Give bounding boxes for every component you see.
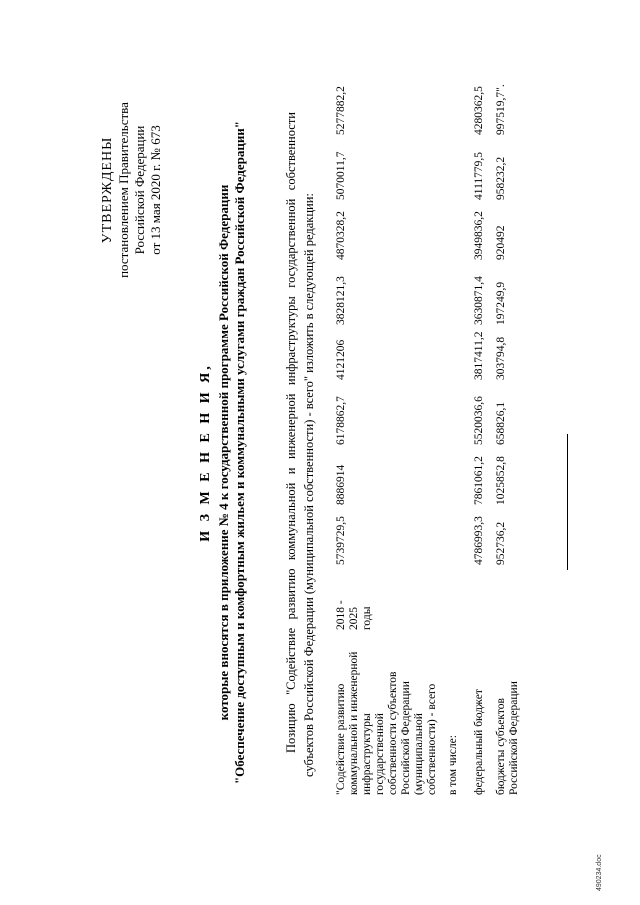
row-label: в том числе: — [447, 735, 459, 795]
cell-value: 4111779,5 — [473, 151, 485, 200]
cell-value: 4786993,3 — [473, 516, 485, 565]
cell-value: 1025852,8 — [495, 456, 507, 505]
document-title: И З М Е Н Е Н И Я, — [198, 363, 213, 542]
cell-value: 3817411,2 — [473, 331, 485, 380]
row-label: "Содействие развитию коммунальной и инженерной инфраструктуры государственной собственности субъектов Российской Федерации (муниципальной собственности) - всего — [335, 651, 438, 795]
approval-line2: Российской Федерации — [132, 125, 147, 255]
footer-code: 490234.doc — [596, 854, 603, 891]
cell-value: 3949836,2 — [473, 211, 485, 260]
cell-value: 920492 — [495, 225, 507, 260]
cell-value: 5070011,7 — [335, 151, 347, 200]
cell-value: 997519,7". — [495, 84, 507, 135]
closing-rule — [567, 434, 568, 570]
cell-value: 3828121,3 — [335, 276, 347, 325]
cell-value: 958232,2 — [495, 156, 507, 200]
approval-line3: от 13 мая 2020 г. № 673 — [148, 125, 163, 255]
cell-value: 5277882,2 — [335, 86, 347, 135]
program-name: "Обеспечение доступным и комфортным жильем и коммунальными услугами граждан Российской Федерации" — [232, 120, 247, 785]
cell-value: 6178862,7 — [335, 396, 347, 445]
cell-value: 4121206 — [335, 339, 347, 380]
cell-value: 4870328,2 — [335, 211, 347, 260]
cell-value: 3630871,4 — [473, 276, 485, 325]
cell-value: 952736,2 — [495, 521, 507, 565]
row-period: 2018 - 2025 годы — [335, 600, 373, 630]
row-label: бюджеты субъектов Российской Федерации — [495, 681, 520, 795]
cell-value: 197249,9 — [495, 281, 507, 325]
body-paragraph: Позицию "Содействие развитию коммунальной и инженерной инфраструктуры государственной собственности субъектов Российской Федерации (муниципальной собственности) - всего" изложить в следующей редакции: — [284, 112, 316, 777]
cell-value: 303794,8 — [495, 336, 507, 380]
approval-line1: постановлением Правительства — [116, 102, 131, 278]
cell-value: 5520036,6 — [473, 396, 485, 445]
cell-value: 658826,1 — [495, 401, 507, 445]
approval-title: УТВЕРЖДЕНЫ — [100, 136, 115, 244]
row-label: федеральный бюджет — [473, 689, 485, 795]
document-subtitle: которые вносятся в приложение № 4 к государственной программе Российской Федерации — [216, 184, 231, 721]
cell-value: 8886914 — [335, 464, 347, 505]
cell-value: 4280362,5 — [473, 86, 485, 135]
cell-value: 5739729,5 — [335, 516, 347, 565]
approval-block — [100, 60, 164, 320]
cell-value: 7861061,2 — [473, 456, 485, 505]
